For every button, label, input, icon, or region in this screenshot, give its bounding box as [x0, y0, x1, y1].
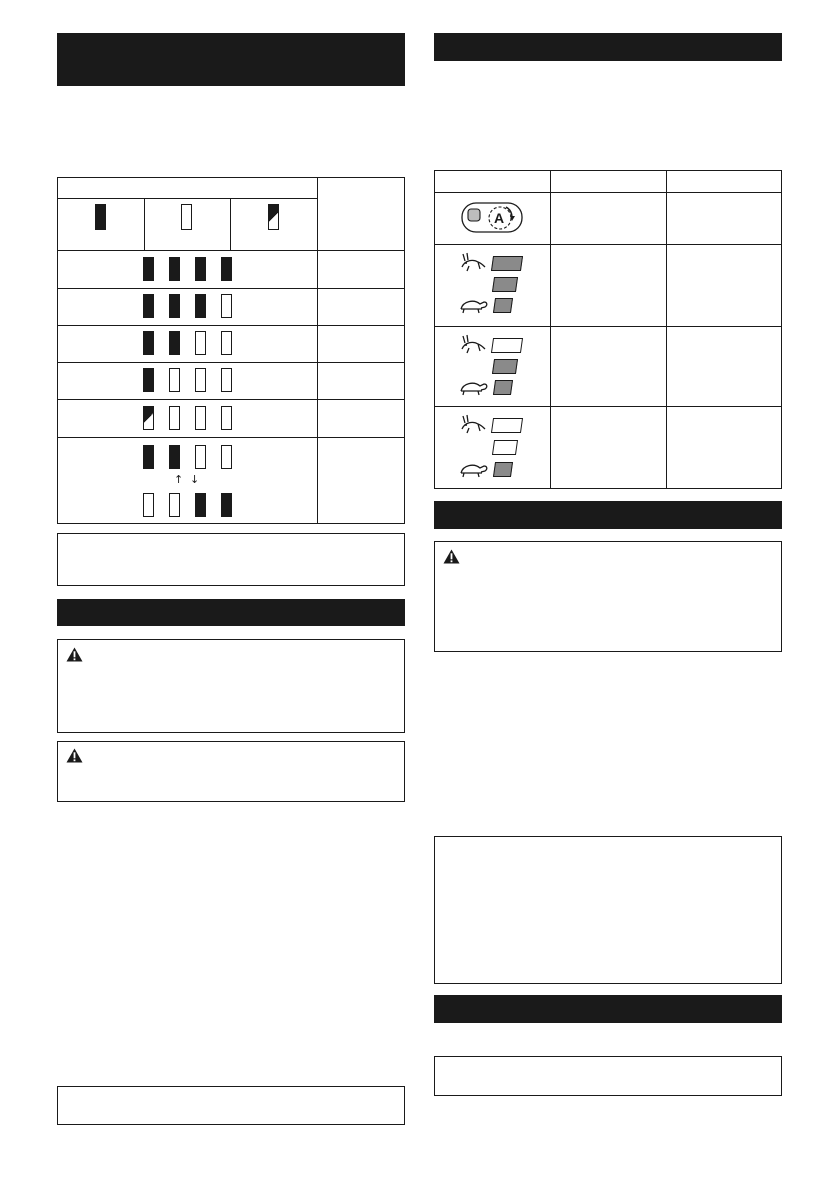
- arrow-down-icon: ↓: [190, 473, 200, 486]
- arrow-up-icon: ↑: [174, 473, 184, 486]
- right-header-bar: [434, 33, 782, 61]
- rabbit-icon: [458, 251, 488, 273]
- left-caution-box-1: [57, 639, 405, 733]
- svg-text:A: A: [494, 210, 505, 226]
- auto-mode-button-icon: [460, 198, 526, 236]
- right-section-bar-3: [434, 995, 782, 1023]
- rabbit-icon: [458, 333, 488, 355]
- right-section-bar: [434, 501, 782, 529]
- warning-triangle-icon: [66, 647, 83, 662]
- warning-triangle-icon: [66, 748, 83, 763]
- turtle-icon: [458, 379, 490, 397]
- warning-triangle-icon: [443, 549, 460, 564]
- right-caution-box: [434, 541, 782, 652]
- rabbit-icon: [458, 413, 488, 435]
- left-note-box: [57, 533, 405, 586]
- left-section-bar: [57, 599, 405, 626]
- turtle-icon: [458, 297, 490, 315]
- left-header-bar: [57, 33, 405, 86]
- left-caution-box-2: [57, 741, 405, 802]
- legend-off-lamp: [181, 204, 192, 230]
- legend-blinking-lamp: [268, 204, 279, 230]
- right-note-box: [434, 836, 782, 984]
- turtle-icon: [458, 461, 490, 479]
- left-bottom-note-box: [57, 1086, 405, 1125]
- right-bottom-note-box: [434, 1056, 782, 1096]
- legend-lighted-lamp: [95, 204, 106, 230]
